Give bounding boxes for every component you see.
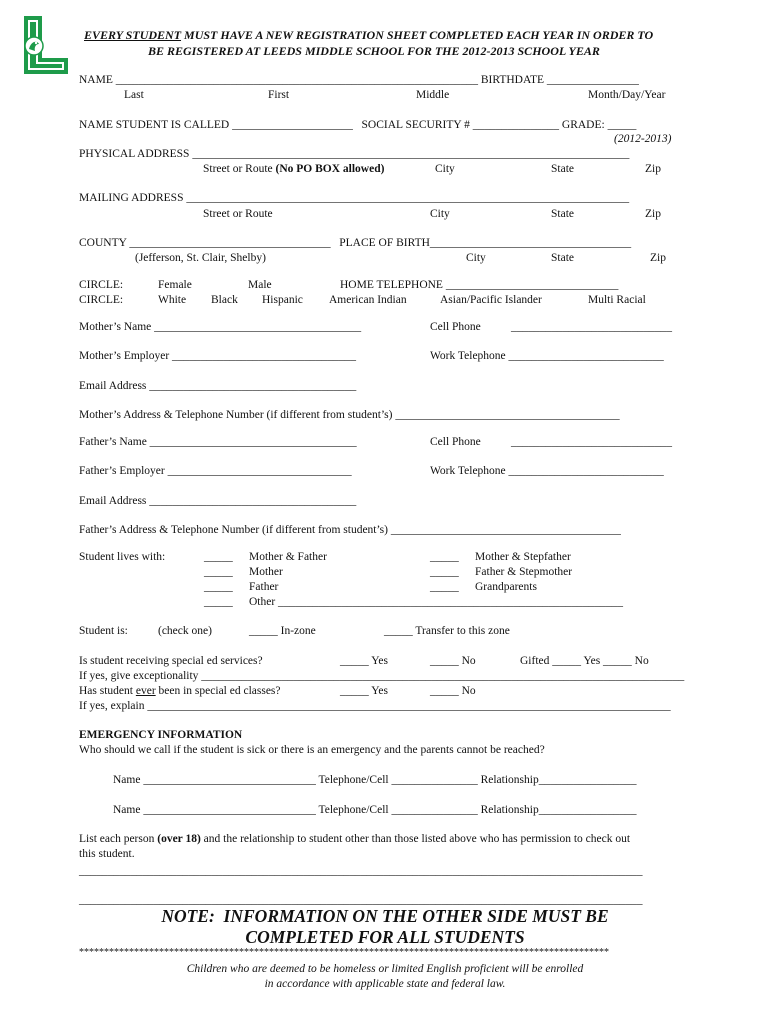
no-po-box-label: (No PO BOX allowed): [275, 163, 385, 175]
footer-line-1: Children who are deemed to be homeless or limited English proficient will be enrolled: [186, 963, 584, 975]
race-asian-option[interactable]: Asian/Pacific Islander: [440, 294, 542, 306]
lives-blank-4[interactable]: _____: [204, 596, 233, 608]
father-address-field[interactable]: Father’s Address & Telephone Number (if different from student’s) ________________________________________: [79, 524, 621, 536]
explain-field[interactable]: If yes, explain ___________________________________________________________________________________________: [79, 700, 671, 712]
birthdate-hint: Month/Day/Year: [588, 89, 666, 101]
note-line-1: NOTE: INFORMATION ON THE OTHER SIDE MUST BE: [161, 906, 609, 926]
checkout-list-text: [79, 832, 630, 846]
father-work-phone-field[interactable]: Work Telephone ___________________________: [430, 465, 664, 477]
lives-blank-7[interactable]: _____: [430, 581, 459, 593]
footer-line-2: in accordance with applicable state and federal law.: [264, 978, 506, 990]
ever-special-ed-yes[interactable]: _____ Yes: [340, 685, 388, 697]
student-is-label: Student is:: [79, 625, 128, 637]
physical-street-label: Street or Route: [203, 163, 276, 175]
header-line-1-rest: MUST HAVE A NEW REGISTRATION SHEET COMPLETED EACH YEAR IN ORDER TO: [181, 28, 654, 42]
mother-cell-field[interactable]: ____________________________: [511, 321, 672, 333]
called-ssn-grade-field[interactable]: NAME STUDENT IS CALLED _____________________ SOCIAL SECURITY # _______________ GRADE: _____: [79, 119, 637, 131]
race-multi-option[interactable]: Multi Racial: [588, 294, 646, 306]
gifted-field[interactable]: Gifted _____ Yes _____ No: [520, 655, 649, 667]
lives-option-grandparents: Grandparents: [475, 581, 537, 593]
first-name-hint: First: [268, 89, 290, 101]
student-name-field[interactable]: NAME _______________________________________________________________ BIRTHDATE ________________: [79, 74, 639, 86]
middle-name-hint: Middle: [416, 89, 450, 101]
lives-blank-2[interactable]: _____: [204, 566, 233, 578]
ever-q-a: Has student: [79, 685, 136, 697]
special-ed-no[interactable]: _____ No: [430, 655, 476, 667]
checkout-a: List each person: [79, 833, 158, 845]
special-ed-question: Is student receiving special ed services?: [79, 655, 263, 667]
race-black-option[interactable]: Black: [211, 294, 238, 306]
exceptionality-field[interactable]: If yes, give exceptionality ____________________________________________________________________________________: [79, 670, 685, 682]
mailing-city-hint: City: [430, 208, 450, 220]
last-name-hint: Last: [124, 89, 144, 101]
ever-special-ed-no[interactable]: _____ No: [430, 685, 476, 697]
lives-blank-6[interactable]: _____: [430, 566, 459, 578]
header-line-2: BE REGISTERED AT LEEDS MIDDLE SCHOOL FOR THE 2012-2013 SCHOOL YEAR: [148, 44, 600, 58]
lives-option-mother-father: Mother & Father: [249, 551, 327, 563]
check-one-hint: (check one): [158, 625, 212, 637]
lives-option-mother-stepfather: Mother & Stepfather: [475, 551, 571, 563]
mother-name-field[interactable]: Mother’s Name ____________________________________: [79, 321, 362, 333]
emergency-question: Who should we call if the student is sick or there is an emergency and the parents cannot be reached?: [79, 744, 545, 756]
physical-state-hint: State: [551, 163, 574, 175]
lives-with-label: Student lives with:: [79, 551, 166, 563]
circle-race-label: CIRCLE:: [79, 294, 124, 306]
lives-option-father: Father: [249, 581, 279, 593]
lives-option-mother: Mother: [249, 566, 283, 578]
mother-cell-label: Cell Phone: [430, 321, 481, 333]
checkout-over-18: (over 18): [157, 833, 201, 845]
mother-work-phone-field[interactable]: Work Telephone ___________________________: [430, 350, 664, 362]
father-cell-field[interactable]: ____________________________: [511, 436, 672, 448]
physical-address-field[interactable]: PHYSICAL ADDRESS ____________________________________________________________________________: [79, 148, 630, 160]
transfer-option[interactable]: _____ Transfer to this zone: [384, 625, 510, 637]
lives-blank-1[interactable]: _____: [204, 551, 233, 563]
header-line-1: [84, 28, 653, 42]
physical-city-hint: City: [435, 163, 455, 175]
header-every-student: EVERY STUDENT: [84, 28, 182, 42]
physical-street-hint: [203, 162, 384, 176]
mailing-zip-hint: Zip: [645, 208, 661, 220]
mother-email-field[interactable]: Email Address ____________________________________: [79, 380, 357, 392]
ever-q-b: been in special ed classes?: [155, 685, 281, 697]
inzone-option[interactable]: _____ In-zone: [249, 625, 316, 637]
mailing-street-hint: Street or Route: [203, 208, 273, 220]
emergency-contact-row-2[interactable]: Name ______________________________ Telephone/Cell _______________ Relationship_________________: [113, 804, 637, 816]
star-divider: **********************************************************************************************************: [79, 947, 609, 958]
race-white-option[interactable]: White: [158, 294, 187, 306]
grade-year-hint: (2012-2013): [614, 133, 672, 145]
lives-blank-5[interactable]: _____: [430, 551, 459, 563]
lives-option-other[interactable]: Other ____________________________________________________________: [249, 596, 624, 608]
father-name-field[interactable]: Father’s Name ____________________________________: [79, 436, 357, 448]
checkout-c: and the relationship to student other than those listed above who has permission to check out: [200, 833, 631, 845]
father-cell-label: Cell Phone: [430, 436, 481, 448]
gender-male-option[interactable]: Male: [248, 279, 272, 291]
checkout-line-2[interactable]: __________________________________________________________________________________________________: [79, 894, 643, 906]
special-ed-yes[interactable]: _____ Yes: [340, 655, 388, 667]
county-birthplace-field[interactable]: COUNTY ___________________________________ PLACE OF BIRTH___________________________________: [79, 237, 632, 249]
checkout-line-1[interactable]: __________________________________________________________________________________________________: [79, 865, 643, 877]
gender-female-option[interactable]: Female: [158, 279, 192, 291]
note-line-2: COMPLETED FOR ALL STUDENTS: [245, 927, 525, 947]
ever-special-ed-question: [79, 684, 281, 698]
ever-q-underlined: ever: [135, 685, 156, 697]
home-telephone-field[interactable]: HOME TELEPHONE ______________________________: [340, 279, 619, 291]
emergency-contact-row-1[interactable]: Name ______________________________ Telephone/Cell _______________ Relationship_________________: [113, 774, 637, 786]
birth-city-hint: City: [466, 252, 486, 264]
county-hint: (Jefferson, St. Clair, Shelby): [135, 252, 266, 264]
mailing-state-hint: State: [551, 208, 574, 220]
school-logo: [20, 14, 72, 76]
checkout-list-text-2: this student.: [79, 848, 135, 860]
mother-address-field[interactable]: Mother’s Address & Telephone Number (if different from student’s) _______________________________________: [79, 409, 620, 421]
lives-blank-3[interactable]: _____: [204, 581, 233, 593]
circle-gender-label: CIRCLE:: [79, 279, 124, 291]
mother-employer-field[interactable]: Mother’s Employer ________________________________: [79, 350, 357, 362]
physical-zip-hint: Zip: [645, 163, 661, 175]
lives-option-father-stepmother: Father & Stepmother: [475, 566, 573, 578]
race-hispanic-option[interactable]: Hispanic: [262, 294, 303, 306]
father-email-field[interactable]: Email Address ____________________________________: [79, 495, 357, 507]
birth-state-hint: State: [551, 252, 574, 264]
mailing-address-field[interactable]: MAILING ADDRESS _____________________________________________________________________________: [79, 192, 630, 204]
race-american-indian-option[interactable]: American Indian: [329, 294, 407, 306]
emergency-title: EMERGENCY INFORMATION: [79, 729, 243, 741]
father-employer-field[interactable]: Father’s Employer ________________________________: [79, 465, 352, 477]
birth-zip-hint: Zip: [650, 252, 666, 264]
